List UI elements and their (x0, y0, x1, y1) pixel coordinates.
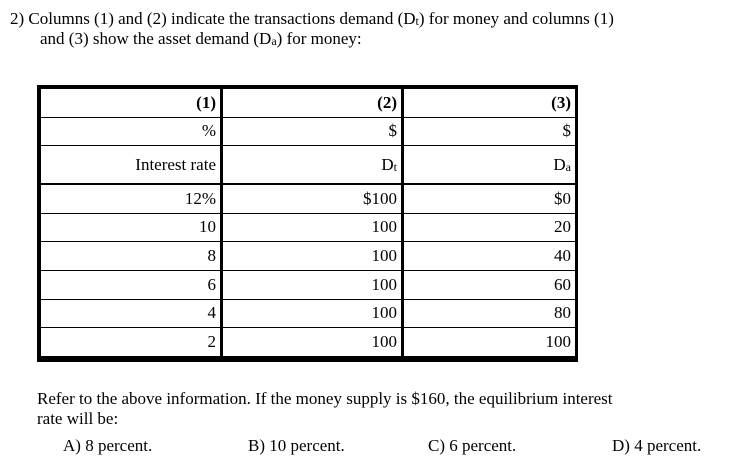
table-row (41, 213, 576, 242)
prompt-line-1: Refer to the above information. If the money supply is $160, the equilibrium interest (37, 389, 613, 408)
cell-asset-demand: 100 (403, 328, 576, 358)
question-line-2: and (3) show the asset demand $(D_a)$ for money: (40, 29, 362, 48)
unit-col-3: $ (403, 117, 576, 146)
header-col-3: (3) (403, 89, 576, 118)
cell-interest-rate: 4 (41, 299, 222, 328)
cell-interest-rate: 12% (41, 184, 222, 213)
cell-transactions-demand: 100 (222, 213, 403, 242)
cell-interest-rate: 8 (41, 242, 222, 271)
unit-col-2: $ (222, 117, 403, 146)
cell-transactions-demand: 100 (222, 270, 403, 299)
name-col-2: $D_t$ (222, 146, 403, 184)
choice-a[interactable]: A) 8 percent. (63, 436, 153, 455)
cell-interest-rate: 10 (41, 213, 222, 242)
subscript-t: t (415, 14, 419, 28)
cell-asset-demand: 60 (403, 270, 576, 299)
cell-asset-demand: 80 (403, 299, 576, 328)
question-prompt (37, 389, 727, 429)
header-col-2: (2) (222, 89, 403, 118)
cell-transactions-demand: 100 (222, 299, 403, 328)
name-col-1: Interest rate (41, 146, 222, 184)
unit-col-1: % (41, 117, 222, 146)
table-names-row (41, 146, 576, 184)
cell-transactions-demand: 100 (222, 328, 403, 358)
table-units-row (41, 117, 576, 146)
table-row (41, 328, 576, 358)
table-row (41, 270, 576, 299)
choice-b[interactable]: B) 10 percent. (248, 436, 345, 455)
cell-interest-rate: 2 (41, 328, 222, 358)
choice-d[interactable]: D) 4 percent. (612, 436, 702, 455)
money-demand-table (37, 85, 578, 362)
table-header-row (41, 89, 576, 118)
cell-asset-demand: 20 (403, 213, 576, 242)
cell-asset-demand: 40 (403, 242, 576, 271)
name-col-3: $D_a$ (403, 146, 576, 184)
question-line-1: 2) Columns (1) and (2) indicate the transactions demand $(D_t)$ for money and columns (1) (10, 9, 614, 28)
cell-interest-rate: 6 (41, 270, 222, 299)
table-row (41, 242, 576, 271)
question-text (10, 9, 730, 49)
subscript-a: a (271, 34, 277, 48)
table-row (41, 184, 576, 213)
header-col-1: (1) (41, 89, 222, 118)
choice-c[interactable]: C) 6 percent. (428, 436, 517, 455)
table-row (41, 299, 576, 328)
cell-transactions-demand: $100 (222, 184, 403, 213)
prompt-line-2: rate will be: (37, 409, 119, 428)
cell-asset-demand: $0 (403, 184, 576, 213)
cell-transactions-demand: 100 (222, 242, 403, 271)
